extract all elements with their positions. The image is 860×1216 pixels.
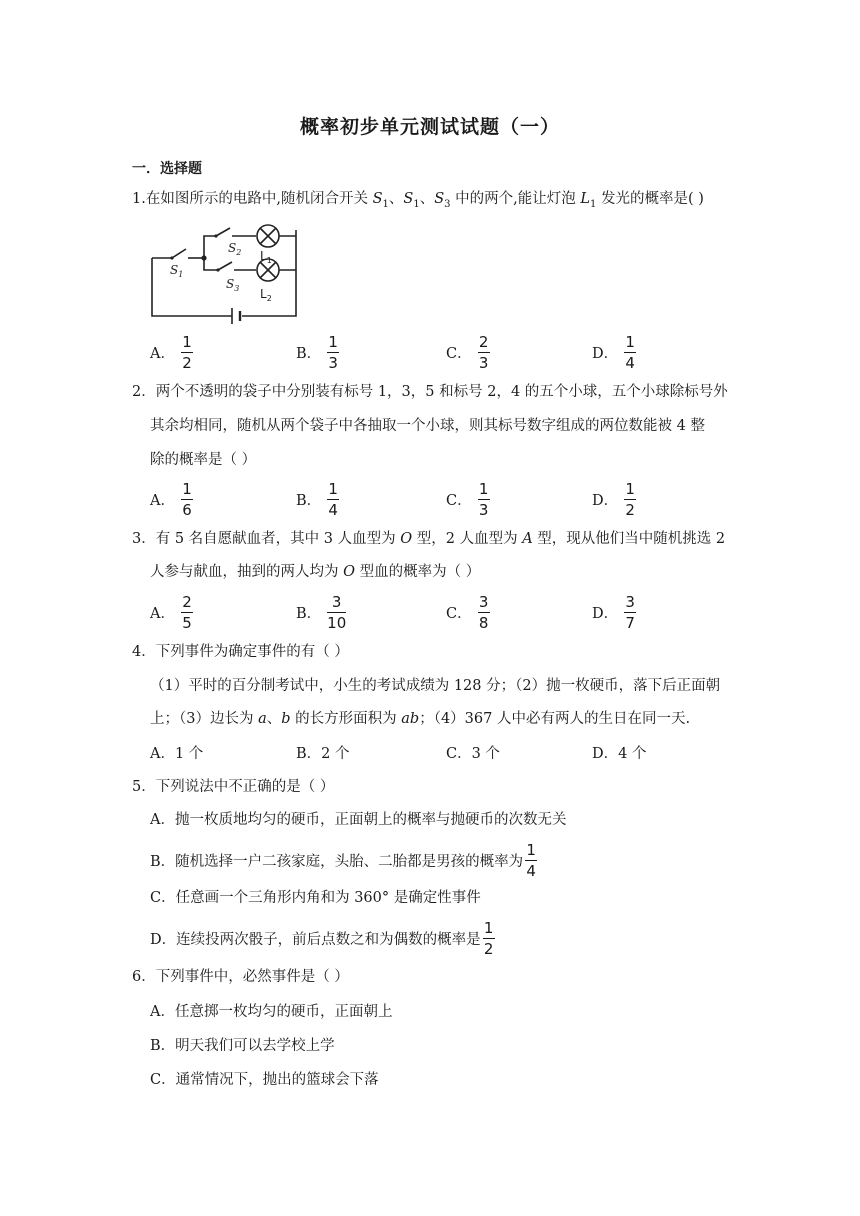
q1-option-b-label: B．	[296, 346, 322, 362]
q1-text-c: 发光的概率是( )	[596, 191, 704, 207]
q2-option-b-fraction: $\frac{1}{4}$	[328, 480, 338, 519]
q3-option-c[interactable]	[446, 594, 490, 631]
q4-line-3: 上；（3）边长为 a、b 的长方形面积为 ab；（4）367 人中必有两人的生日在同一天.	[150, 711, 691, 727]
q3-option-d[interactable]	[592, 594, 636, 631]
q1-lamp-l1-sub: 1	[589, 198, 597, 210]
circuit-label-l1: $L_1$	[260, 249, 272, 265]
q1-text-b: 中的两个,能让灯泡	[450, 191, 581, 207]
q3-option-d-fraction: $\frac{3}{7}$	[625, 593, 635, 632]
q1-text-a: 1.在如图所示的电路中,随机闭合开关	[132, 191, 373, 207]
q2-option-b[interactable]	[296, 481, 339, 518]
q2-line-3: 除的概率是（ ）	[150, 452, 257, 468]
q1-switch-s3: S	[434, 191, 445, 207]
q1-sep-2: 、	[419, 191, 435, 207]
q3-line-1: 3．有 5 名自愿献血者，其中 3 人血型为 O 型，2 人血型为 A 型，现从他们当中随机挑选 2	[132, 531, 726, 547]
q2-option-d-label: D．	[592, 493, 619, 509]
q2-option-b-label: B．	[296, 493, 322, 509]
q3-option-b[interactable]	[296, 594, 346, 631]
q3-option-c-label: C．	[446, 606, 472, 622]
q6-option-c[interactable]: C．通常情况下，抛出的篮球会下落	[150, 1072, 379, 1088]
q3-option-a-fraction: $\frac{2}{5}$	[182, 593, 192, 632]
q1-option-a-fraction: $\frac{1}{2}$	[182, 333, 192, 372]
circuit-label-s1: $S_1$	[170, 263, 184, 279]
q3-option-d-label: D．	[592, 606, 619, 622]
q1-sep-1: 、	[388, 191, 404, 207]
q5-option-d[interactable]	[150, 920, 495, 957]
question-1-stem	[132, 189, 704, 215]
q5-option-d-fraction: 1 2	[483, 919, 494, 958]
q4-line-1: 4．下列事件为确定事件的有（ ）	[132, 644, 349, 660]
q1-option-c-fraction: $\frac{2}{3}$	[478, 333, 489, 372]
q1-option-c-label: C．	[446, 346, 472, 362]
section-heading: 一．选择题	[132, 161, 202, 177]
q4-option-c[interactable]: C．3 个	[446, 746, 500, 762]
q5-option-c[interactable]: C．任意画一个三角形内角和为 360° 是确定性事件	[150, 890, 481, 906]
q3-option-b-label: B．	[296, 606, 322, 622]
q6-option-a[interactable]: A．任意掷一枚均匀的硬币，正面朝上	[150, 1004, 393, 1020]
q1-lamp-l1: L	[580, 191, 590, 207]
q3-option-b-fraction: $\frac{3}{10}$	[327, 593, 347, 632]
q2-option-a-label: A．	[150, 493, 175, 509]
q4-line-2: （1）平时的百分制考试中，小生的考试成绩为 128 分；（2）抛一枚硬币，落下后正面朝	[150, 678, 721, 694]
q5-option-b-text: B．随机选择一户二孩家庭，头胎、二胎都是男孩的概率为	[150, 854, 524, 870]
q3-option-a[interactable]	[150, 594, 193, 631]
q2-option-a[interactable]	[150, 481, 193, 518]
q2-option-d-fraction: $\frac{1}{2}$	[625, 480, 635, 519]
q2-option-c-fraction: $\frac{1}{3}$	[478, 480, 489, 519]
q3-option-c-fraction: $\frac{3}{8}$	[478, 593, 489, 632]
q1-option-d-label: D．	[592, 346, 619, 362]
q1-option-a[interactable]	[150, 334, 193, 371]
q2-option-c-label: C．	[446, 493, 472, 509]
q3-option-a-label: A．	[150, 606, 175, 622]
q1-switch-s2-sub: 1	[413, 198, 420, 210]
q4-option-d[interactable]: D．4 个	[592, 746, 647, 762]
circuit-diagram	[146, 222, 306, 326]
q1-option-c[interactable]	[446, 334, 490, 371]
page-title: 概率初步单元测试试题（一）	[299, 116, 560, 138]
q6-line-1: 6．下列事件中，必然事件是（ ）	[132, 969, 349, 985]
q4-option-b[interactable]: B．2 个	[296, 746, 350, 762]
q5-option-b-fraction: 1 4	[526, 841, 536, 880]
q1-option-d[interactable]	[592, 334, 636, 371]
q1-option-b[interactable]	[296, 334, 339, 371]
circuit-label-s3: $S_3$	[226, 277, 240, 293]
circuit-label-l2: $L_2$	[260, 287, 272, 303]
q1-switch-s1: S	[372, 191, 383, 207]
q6-option-b[interactable]: B．明天我们可以去学校上学	[150, 1038, 335, 1054]
q5-option-a[interactable]: A．抛一枚质地均匀的硬币，正面朝上的概率与抛硬币的次数无关	[150, 812, 567, 828]
q2-option-d[interactable]	[592, 481, 636, 518]
q4-option-a[interactable]: A．1 个	[150, 746, 204, 762]
q5-option-b[interactable]	[150, 842, 537, 879]
q1-option-d-fraction: $\frac{1}{4}$	[625, 333, 635, 372]
q5-option-d-text: D．连续投两次骰子，前后点数之和为偶数的概率是	[150, 932, 481, 948]
q2-option-a-fraction: $\frac{1}{6}$	[182, 480, 192, 519]
q1-switch-s2: S	[403, 191, 414, 207]
q1-option-b-fraction: $\frac{1}{3}$	[328, 333, 338, 372]
circuit-label-s2: $S_2$	[228, 241, 242, 257]
q2-line-2: 其余均相同，随机从两个袋子中各抽取一个小球，则其标号数字组成的两位数能被 4 整	[150, 418, 705, 434]
q5-line-1: 5．下列说法中不正确的是（ ）	[132, 779, 335, 795]
q2-option-c[interactable]	[446, 481, 490, 518]
q2-line-1: 2．两个不透明的袋子中分别装有标号 1，3，5 和标号 2，4 的五个小球，五个小球除标号外	[132, 384, 728, 400]
q1-switch-s3-sub: 3	[444, 198, 451, 210]
q1-option-a-label: A．	[150, 346, 175, 362]
q3-line-2: 人参与献血，抽到的两人均为 O 型血的概率为（ ）	[150, 564, 481, 580]
q1-switch-s1-sub: 1	[382, 198, 389, 210]
